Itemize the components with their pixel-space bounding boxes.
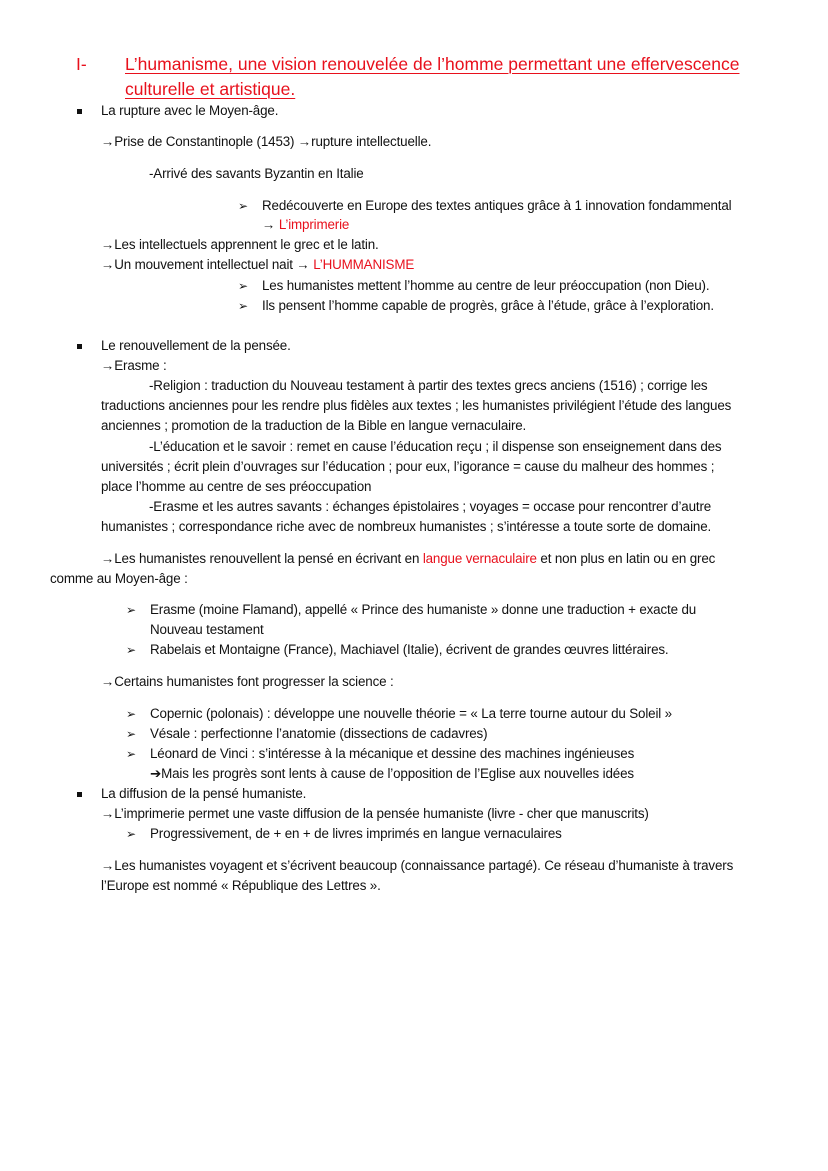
science-copernic: Copernic (polonais) : développe une nouvelle théorie = « La terre tourne autour du Soleil » xyxy=(150,706,672,721)
heading-number: I- xyxy=(76,54,87,74)
arrowhead-bullet-icon: ➢ xyxy=(126,643,137,657)
section3-imprimerie-line: →L’imprimerie permet une vaste diffusion de la pensée humaniste (livre - cher que manuscrits) xyxy=(101,806,649,821)
square-bullet-icon xyxy=(77,792,82,797)
bullet-centre: Les humanistes mettent l’homme au centre de leur préoccupation (non Dieu). xyxy=(262,278,710,293)
mouvement-text: →Un mouvement intellectuel nait → xyxy=(101,257,314,272)
highlight-imprimerie: L’imprimerie xyxy=(278,217,350,232)
erasme-label: →Erasme : xyxy=(101,358,167,373)
arrowhead-bullet-icon: ➢ xyxy=(126,727,137,741)
section1-line-grec-latin: →Les intellectuels apprennent le grec et le latin. xyxy=(101,237,379,252)
section3-para-line-1: →Les humanistes voyagent et s’écrivent beaucoup (connaissance partagé). Ce réseau d’humaniste à travers xyxy=(101,858,734,873)
science-vesale: Vésale : perfectionne l’anatomie (dissections de cadavres) xyxy=(150,726,488,741)
arrowhead-bullet-icon: ➢ xyxy=(126,747,137,761)
bullet-imprimerie-line xyxy=(262,215,349,235)
section1-title: La rupture avec le Moyen-âge. xyxy=(101,103,279,118)
section1-line-constantinople: →Prise de Constantinople (1453) →rupture intellectuelle. xyxy=(101,134,432,149)
section3-para-line-2: l’Europe est nommé « République des Lettres ». xyxy=(101,878,381,893)
section3-title: La diffusion de la pensé humaniste. xyxy=(101,786,307,801)
author-erasme-line-2: Nouveau testament xyxy=(150,622,264,637)
arrowhead-bullet-icon: ➢ xyxy=(126,827,137,841)
section3-bullet: Progressivement, de + en + de livres imprimés en langue vernaculaires xyxy=(150,826,562,841)
arrowhead-bullet-icon: ➢ xyxy=(238,199,249,213)
section2-title: Le renouvellement de la pensée. xyxy=(101,338,291,353)
education-line-2: universités ; écrit plein d’ouvrages sur l’éducation ; pour eux, l’igorance = cause du malheur des hommes ; xyxy=(101,459,715,474)
vern-text-a: →Les humanistes renouvellent la pensé en écrivant en xyxy=(101,551,423,566)
vern-text-b: et non plus en latin ou en grec xyxy=(536,551,716,566)
highlight-humanisme: L’HUMMANISME xyxy=(313,257,415,272)
bullet-redecouverte: Redécouverte en Europe des textes antiques grâce à 1 innovation fondammental xyxy=(262,198,732,213)
arrowhead-bullet-icon: ➢ xyxy=(126,707,137,721)
education-line-1: -L’éducation et le savoir : remet en cause l’éducation reçu ; il dispense son enseignement dans des xyxy=(149,439,722,454)
vernaculaire-line-2: comme au Moyen-âge : xyxy=(50,571,188,586)
science-intro: →Certains humanistes font progresser la science : xyxy=(101,674,394,689)
savants-line-1: -Erasme et les autres savants : échanges épistolaires ; voyages = occase pour rencontrer d’autre xyxy=(149,499,712,514)
science-note: ➔Mais les progrès sont lents à cause de l’opposition de l’Eglise aux nouvelles idées xyxy=(150,766,634,781)
vernaculaire-line-1 xyxy=(101,549,715,569)
arrowhead-bullet-icon: ➢ xyxy=(238,279,249,293)
religion-line-3: anciennes ; promotion de la traduction de la Bible en langue vernaculaire. xyxy=(101,418,527,433)
savants-line-2: humanistes ; correspondance riche avec de nombreux humanistes ; s’intéresse a toute sorte de domaine. xyxy=(101,519,712,534)
square-bullet-icon xyxy=(77,109,82,114)
section1-line-mouvement xyxy=(101,255,414,275)
square-bullet-icon xyxy=(77,344,82,349)
section1-line-byzantin: -Arrivé des savants Byzantin en Italie xyxy=(149,166,364,181)
education-line-3: place l’homme au centre de ses préoccupation xyxy=(101,479,372,494)
arrowhead-bullet-icon: ➢ xyxy=(238,299,249,313)
religion-line-1: -Religion : traduction du Nouveau testament à partir des textes grecs anciens (1516) ; corrige les xyxy=(149,378,708,393)
science-vinci: Léonard de Vinci : s’intéresse à la mécanique et dessine des machines ingénieuses xyxy=(150,746,635,761)
author-erasme-line-1: Erasme (moine Flamand), appellé « Prince des humaniste » donne une traduction + exacte du xyxy=(150,602,697,617)
arrowhead-bullet-icon: ➢ xyxy=(126,603,137,617)
religion-line-2: traductions anciennes pour les rendre plus fidèles aux textes ; les humanistes privilégient l’étude des langues xyxy=(101,398,732,413)
author-rabelais: Rabelais et Montaigne (France), Machiavel (Italie), écrivent de grandes œuvres littéraires. xyxy=(150,642,669,657)
highlight-langue-vernaculaire: langue vernaculaire xyxy=(422,551,537,566)
arrow-text: → xyxy=(262,217,279,232)
heading-title: L’humanisme, une vision renouvelée de l’homme permettant une effervescence culturelle et artistique. xyxy=(125,54,740,99)
bullet-progres: Ils pensent l’homme capable de progrès, grâce à l’étude, grâce à l’exploration. xyxy=(262,298,714,313)
